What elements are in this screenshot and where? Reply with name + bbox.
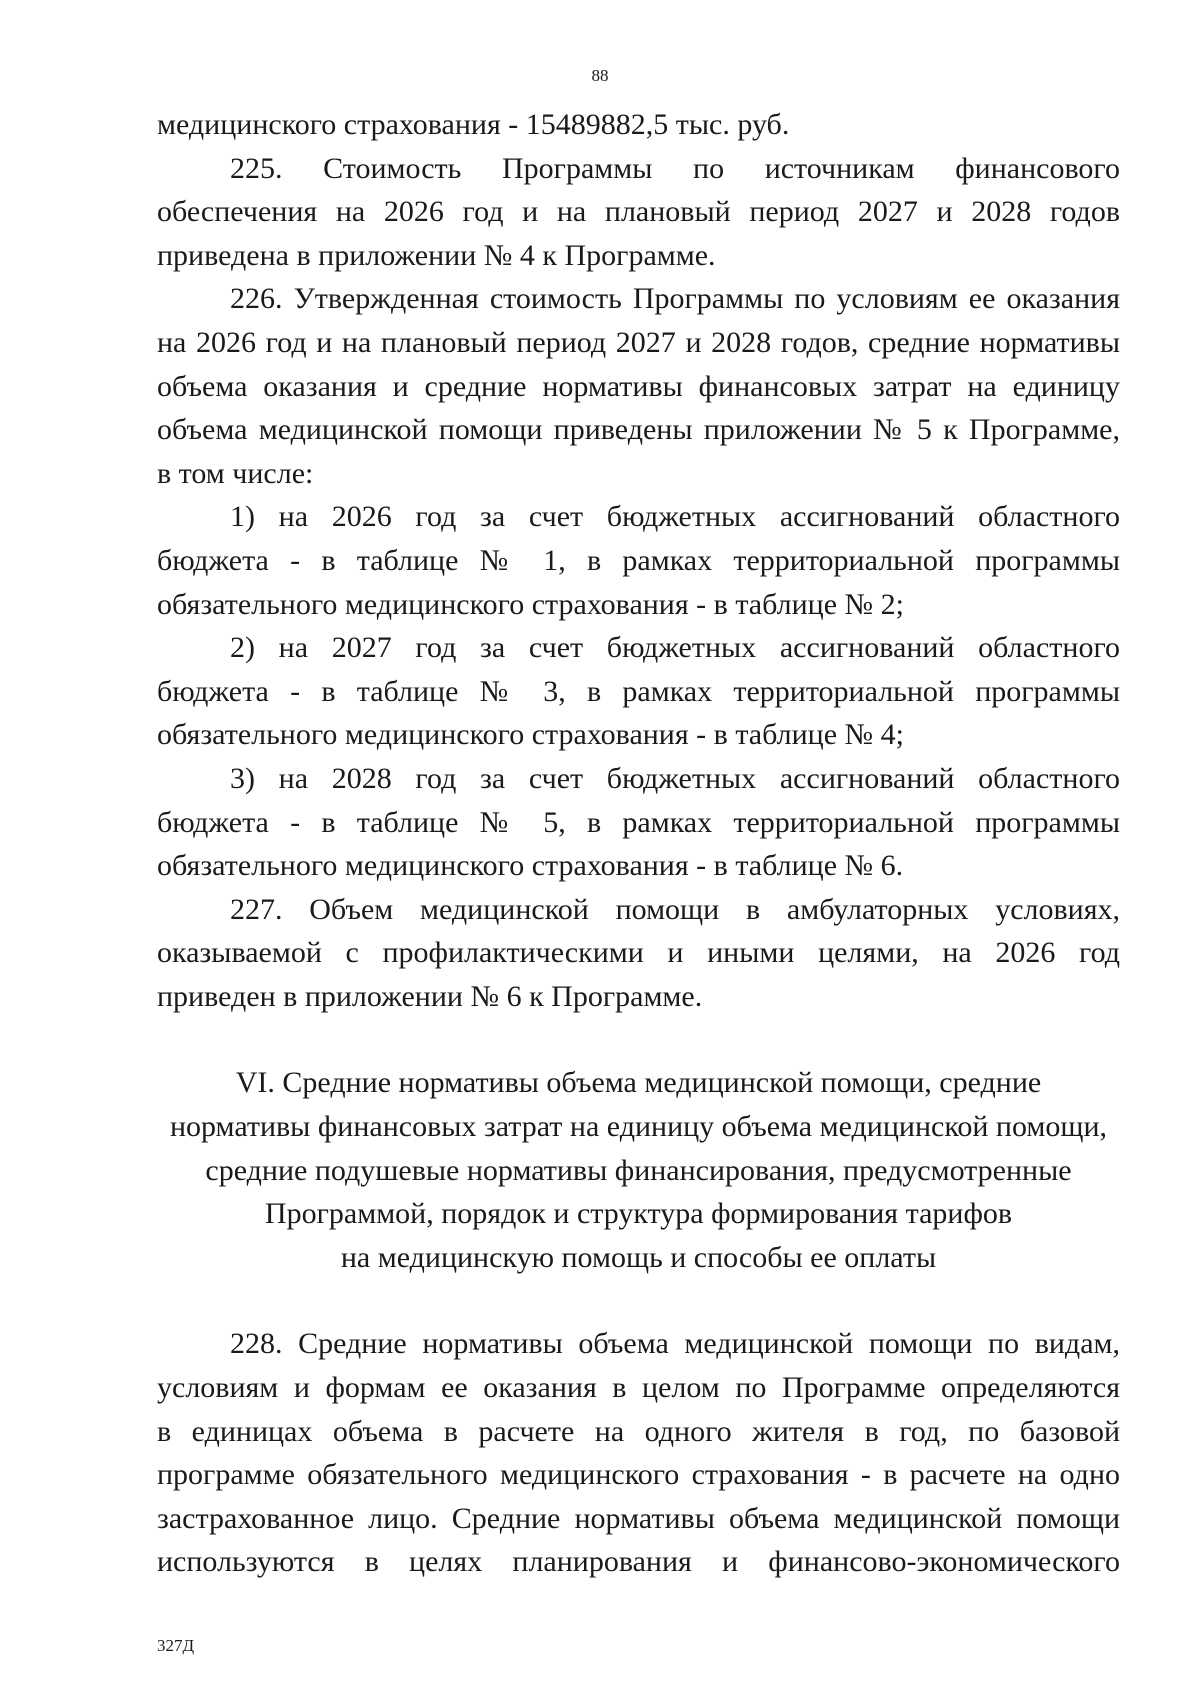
text-line: обязательного медицинского страхования - в таблице № 4;: [157, 718, 904, 752]
paragraph-225: [157, 147, 1120, 278]
text-line: программе обязательного медицинского страхования - в расчете на одно: [157, 1458, 1120, 1492]
text-line: 3) на 2028 год за счет бюджетных ассигнований областного: [230, 761, 1120, 795]
list-item-2: [157, 626, 1120, 757]
text-line: приведен в приложении № 6 к Программе.: [157, 979, 703, 1013]
heading-line: нормативы финансовых затрат на единицу объема медицинской помощи,: [169, 1110, 1108, 1144]
text-line: обязательного медицинского страхования - в таблице № 6.: [157, 849, 904, 883]
heading-line: Программой, порядок и структура формирования тарифов: [264, 1197, 1013, 1231]
text-line: бюджета - в таблице № 1, в рамках территориальной программы: [157, 543, 1120, 577]
heading-line: VI. Средние нормативы объема медицинской помощи, средние: [235, 1066, 1042, 1100]
text-line: приведена в приложении № 4 к Программе.: [157, 238, 716, 272]
list-item-3: [157, 757, 1120, 888]
text-line: оказываемой с профилактическими и иными целями, на 2026 год: [157, 936, 1120, 970]
text-line: 227. Объем медицинской помощи в амбулаторных условиях,: [230, 892, 1120, 926]
heading-line: средние подушевые нормативы финансирования, предусмотренные: [205, 1153, 1072, 1187]
text-line: используются в целях планирования и финансово-экономического: [157, 1545, 1120, 1579]
paragraph-continuation: [157, 103, 1120, 147]
text-line: застрахованное лицо. Средние нормативы объема медицинской помощи: [157, 1501, 1120, 1535]
text-line: медицинского страхования - 15489882,5 тыс. руб.: [157, 108, 790, 141]
text-line: 2) на 2027 год за счет бюджетных ассигнований областного: [230, 631, 1120, 665]
text-line: объема оказания и средние нормативы финансовых затрат на единицу: [157, 369, 1120, 403]
heading-line: на медицинскую помощь и способы ее оплаты: [340, 1240, 937, 1274]
text-line: в том числе:: [157, 456, 314, 490]
paragraph-228: [157, 1322, 1120, 1584]
text-line: объема медицинской помощи приведены приложении № 5 к Программе,: [157, 413, 1120, 447]
text-line: на 2026 год и на плановый период 2027 и 2028 годов, средние нормативы: [157, 325, 1120, 359]
text-line: 225. Стоимость Программы по источникам финансового: [230, 151, 1120, 185]
text-line: 1) на 2026 год за счет бюджетных ассигнований областного: [230, 500, 1120, 534]
text-line: 228. Средние нормативы объема медицинской помощи по видам,: [230, 1327, 1120, 1361]
text-line: обязательного медицинского страхования - в таблице № 2;: [157, 587, 904, 621]
list-item-1: [157, 495, 1120, 626]
paragraph-226: [157, 277, 1120, 495]
text-line: в единицах объема в расчете на одного жителя в год, по базовой: [157, 1414, 1120, 1448]
text-line: обеспечения на 2026 год и на плановый период 2027 и 2028 годов: [157, 195, 1120, 229]
text-line: условиям и формам ее оказания в целом по Программе определяются: [157, 1371, 1120, 1405]
text-line: бюджета - в таблице № 5, в рамках территориальной программы: [157, 805, 1120, 839]
text-line: 226. Утвержденная стоимость Программы по условиям ее оказания: [230, 282, 1120, 316]
page-number: 88: [591, 66, 609, 85]
paragraph-227: [157, 888, 1120, 1019]
section-heading: [157, 1061, 1120, 1279]
document-body: [157, 103, 1120, 1584]
document-code: 327Д: [157, 1636, 195, 1655]
text-line: бюджета - в таблице № 3, в рамках территориальной программы: [157, 674, 1120, 708]
